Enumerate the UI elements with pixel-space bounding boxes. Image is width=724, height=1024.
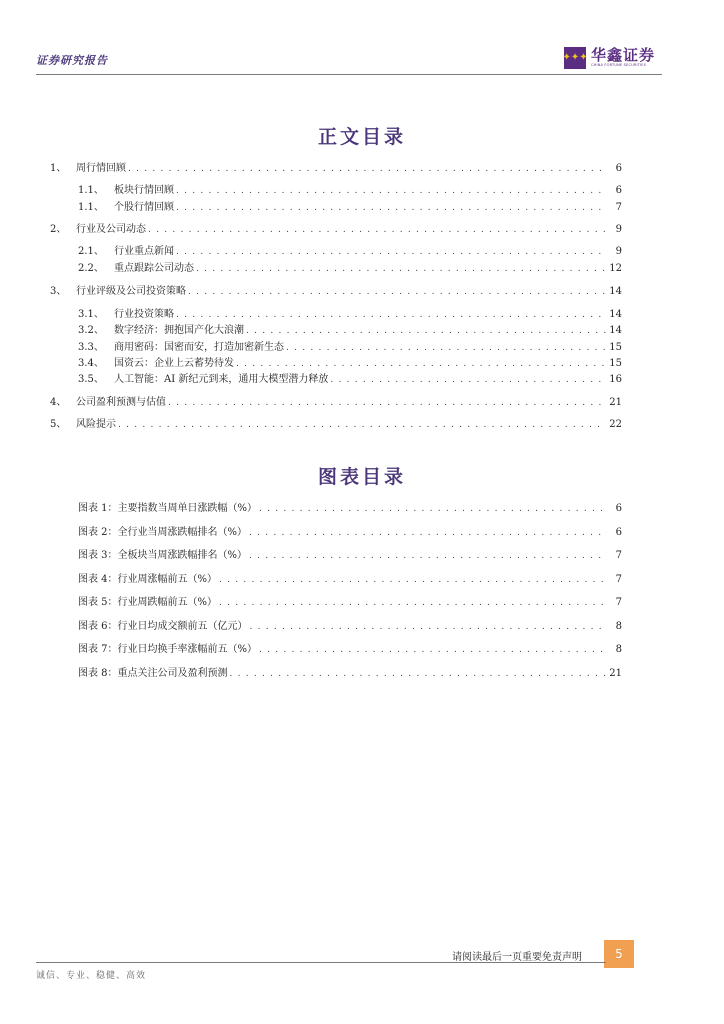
figure-entry[interactable] [78,667,622,681]
toc-entry-number: 3、 [50,286,67,297]
toc-entry-number: 1.1、 [78,202,104,213]
dot-leader [176,201,606,215]
toc-entry-page: 14 [609,309,622,320]
figure-entry-label: 图表 8：重点关注公司及盈利预测 [78,667,228,679]
figure-entry-page: 6 [615,503,622,514]
figure-entry[interactable] [78,596,622,610]
company-logo [564,46,655,70]
toc-entry-label: 行业投资策略 [114,309,174,320]
toc-entry[interactable] [50,223,622,237]
figure-entry-label: 图表 6：行业日均成交额前五（亿元） [78,620,248,632]
dot-leader [176,184,606,198]
toc-entry-page: 6 [615,185,622,196]
toc-entry[interactable] [50,396,622,410]
logo-chinese-name: 华鑫证券 [591,46,656,64]
dot-leader [249,549,606,563]
dot-leader [236,357,606,371]
dot-leader [176,308,606,322]
figure-entry-page: 7 [615,573,622,585]
dot-leader [188,285,606,299]
figure-entry[interactable] [78,620,622,634]
figure-entry-page: 21 [609,667,622,679]
figure-entry[interactable] [78,573,622,587]
toc-entry[interactable] [50,418,622,432]
dot-leader [128,162,606,176]
page-number: 5 [604,940,634,968]
figure-entry-page: 7 [615,597,622,608]
toc-entry-number: 2.1、 [78,246,104,257]
dot-leader [168,396,606,410]
toc-entry-label: 公司盈利预测与估值 [76,397,166,408]
toc-entry-number: 3.2、 [78,325,104,336]
toc-entry-page: 21 [609,397,622,408]
toc-entry[interactable] [78,184,622,198]
dot-leader [230,667,606,681]
dot-leader [118,418,606,432]
toc-entry-label: 行业重点新闻 [114,246,174,257]
dot-leader [330,373,606,387]
toc-entry-number: 2、 [50,224,67,235]
footer-divider [36,962,606,963]
toc-entry-label: 人工智能：AI 新纪元到来，通用大模型潜力释放 [114,374,329,385]
toc-entry-number: 4、 [50,397,67,408]
toc-entry-page: 7 [615,202,622,213]
toc-entry-label: 数字经济：拥抱国产化大浪潮 [114,325,244,336]
toc-entry-page: 15 [609,358,622,369]
toc-entry-label: 板块行情回顾 [114,185,174,196]
toc-entry-label: 国资云：企业上云蓄势待发 [114,358,234,369]
toc-entry-page: 9 [615,246,622,257]
toc-entry-page: 14 [609,325,622,336]
toc-entry[interactable] [78,308,622,322]
toc-entry-label: 商用密码：国密而安，打造加密新生态 [114,342,284,353]
toc-entry[interactable] [78,201,622,215]
figure-entry-label: 图表 7：行业日均换手率涨幅前五（%） [78,644,258,655]
dot-leader [219,596,606,610]
toc-entry-number: 1、 [50,163,67,174]
dot-leader [176,245,606,259]
toc-entry-label: 风险提示 [76,419,116,430]
toc-entry-label: 周行情回顾 [76,163,126,174]
dot-leader [286,341,606,355]
toc-entry-page: 12 [609,263,622,274]
toc-entry[interactable] [78,341,622,355]
contents-title: 正文目录 [317,126,406,148]
toc-entry-label: 行业评级及公司投资策略 [76,286,186,297]
figure-entry[interactable] [78,502,622,516]
dot-leader [219,573,606,587]
toc-entry[interactable] [50,162,622,176]
dot-leader [246,324,606,338]
toc-entry-page: 9 [615,224,622,235]
toc-entry-number: 1.1、 [78,185,104,196]
figures-title: 图表目录 [317,466,406,488]
toc-entry-page: 22 [609,419,622,430]
figure-entry-page: 8 [615,644,622,655]
figure-entry[interactable] [78,549,622,563]
toc-entry[interactable] [78,262,622,276]
dot-leader [259,643,606,657]
figure-entry-label: 图表 1：主要指数当周单日涨跌幅（%） [78,503,258,514]
toc-entry-page: 15 [609,342,622,353]
toc-entry-label: 行业及公司动态 [76,224,146,235]
logo-english-name: CHINA FORTUNE SECURITIES [591,63,647,67]
header-divider [36,74,662,75]
company-motto: 诚信、专业、稳健、高效 [36,971,147,981]
toc-entry-label: 重点跟踪公司动态 [114,263,194,274]
dot-leader [196,262,606,276]
figure-entry-page: 7 [615,550,622,561]
dot-leader [250,620,606,634]
toc-entry[interactable] [78,357,622,371]
disclaimer-note: 请阅读最后一页重要免责声明 [452,952,582,963]
toc-entry-number: 3.3、 [78,342,104,353]
dot-leader [259,502,606,516]
toc-entry-number: 3.5、 [78,374,104,385]
figure-entry-label: 图表 3：全板块当周涨跌幅排名（%） [78,550,248,561]
toc-entry-number: 3.1、 [78,309,104,320]
toc-entry[interactable] [78,324,622,338]
figure-entry-label: 图表 5：行业周跌幅前五（%） [78,597,218,608]
toc-entry-number: 3.4、 [78,358,104,369]
figure-entry-page: 6 [615,526,622,538]
figure-entry[interactable] [78,526,622,540]
toc-entry-page: 14 [609,286,622,297]
toc-entry-page: 16 [609,374,622,385]
dot-leader [249,526,606,540]
toc-entry-number: 5、 [50,419,67,430]
toc-entry[interactable] [50,285,622,299]
toc-entry-number: 2.2、 [78,263,104,274]
report-header-title: 证券研究报告 [36,54,108,67]
toc-entry-page: 6 [615,163,622,174]
logo-mark-icon: ✦✦✦ [564,47,586,69]
figure-entry-page: 8 [615,620,622,632]
figure-entry[interactable] [78,643,622,657]
toc-entry-label: 个股行情回顾 [114,202,174,213]
figure-entry-label: 图表 4：行业周涨幅前五（%） [78,573,218,585]
toc-entry[interactable] [78,373,622,387]
dot-leader [148,223,606,237]
toc-entry[interactable] [78,245,622,259]
figure-entry-label: 图表 2：全行业当周涨跌幅排名（%） [78,526,248,538]
